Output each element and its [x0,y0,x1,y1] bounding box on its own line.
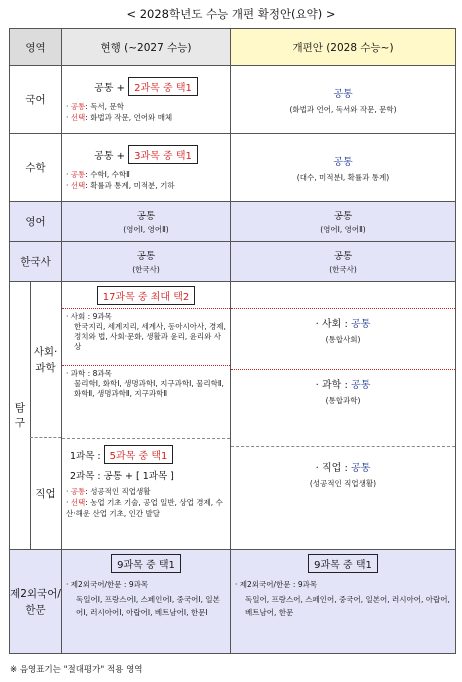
job-line2: 2과목 : 공통 + [ 1과목 ] [70,471,174,482]
header-new: 개편안 (2028 수능~) [231,29,456,66]
job-common-item: · 공통: 성공적인 직업생활 [66,487,151,496]
new-science: · 과학 : 공통 [315,380,371,391]
job-line1-prefix: 1과목 : [70,451,104,462]
korean-current [62,66,231,134]
row-label-english: 영어 [10,202,62,242]
math-new-sub: (대수, 미적분Ⅰ, 확률과 통계) [296,172,390,182]
math-elective-item: · 선택: 확률과 통계, 미적분, 기하 [66,180,175,190]
math-choice-box: 3과목 중 택1 [128,145,198,164]
social-head: · 사회 : 9과목 [66,312,112,321]
new-social-sub: (통합사회) [325,335,361,344]
page-title: < 2028학년도 수능 개편 확정안(요약) > [126,7,336,21]
english-current: 공통 (영어Ⅰ, 영어Ⅱ) [62,202,231,242]
new-job: · 직업 : 공통 [315,463,371,474]
new-job-sub: (성공적인 직업생활) [309,479,377,488]
korean-new-sub: (화법과 언어, 독서와 작문, 문학) [289,104,397,114]
inquiry-choice-box: 17과목 중 최대 택2 [97,286,196,305]
korean-prefix: 공통 + [94,82,129,94]
inquiry-new [231,282,456,550]
korean-new-main: 공통 [333,88,353,100]
foreign-new [231,550,456,654]
math-common-item: · 공통: 수학Ⅰ, 수학Ⅱ [66,169,130,179]
foreign-new-box: 9과목 중 택1 [308,554,378,573]
science-list: 물리학Ⅰ, 화학Ⅰ, 생명과학Ⅰ, 지구과학Ⅰ, 물리학Ⅱ, 화학Ⅱ, 생명과학Ⅱ, 지구과학Ⅱ [74,379,224,398]
history-current: 공통 (한국사) [62,242,231,282]
korean-common-item: · 공통: 독서, 문학 [66,101,124,111]
foreign-current-head: · 제2외국어/한문 : 9과목 [66,580,149,589]
row-label-foreign: 제2외국어/한문 [10,550,62,654]
english-new: 공통 (영어Ⅰ, 영어Ⅱ) [231,202,456,242]
math-prefix: 공통 + [94,150,129,162]
row-label-math: 수학 [10,134,62,202]
foreign-current-list: 독일어Ⅰ, 프랑스어Ⅰ, 스페인어Ⅰ, 중국어Ⅰ, 일본어Ⅰ, 러시아어Ⅰ, 아랍어Ⅰ, 베트남어Ⅰ, 한문Ⅰ [76,595,220,617]
korean-choice-box: 2과목 중 택1 [128,77,198,96]
korean-new [231,66,456,134]
new-science-sub: (통합과학) [325,396,361,405]
social-list: 한국지리, 세계지리, 세계사, 동아시아사, 경제, 정치와 법, 사회·문화, 생활과 윤리, 윤리와 사상 [74,322,226,351]
math-new [231,134,456,202]
comparison-table [9,28,456,654]
foreign-new-list: 독일어, 프랑스어, 스페인어, 중국어, 일본어, 러시아어, 아랍어, 베트남어, 한문 [245,595,450,617]
row-label-social-science: 사회·과학 [33,345,58,374]
inquiry-current [62,282,231,550]
footnote: ※ 음영표기는 "절대평가" 적용 영역 [10,665,143,675]
inquiry-cell [10,282,62,550]
row-label-korean: 국어 [10,66,62,134]
header-current: 현행 (~2027 수능) [62,29,231,66]
foreign-current [62,550,231,654]
korean-elective-item: · 선택: 화법과 작문, 언어와 매체 [66,112,173,122]
row-label-inquiry: 탐구 [14,401,26,429]
math-new-main: 공통 [333,156,353,168]
row-label-history: 한국사 [10,242,62,282]
foreign-current-box: 9과목 중 택1 [111,554,181,573]
science-head: · 과학 : 8과목 [66,369,112,378]
header-subject: 영역 [10,29,62,66]
history-new: 공통 (한국사) [231,242,456,282]
foreign-new-head: · 제2외국어/한문 : 9과목 [235,580,318,589]
job-elective-item: · 선택: 농업 기초 기술, 공업 일반, 상업 경제, 수산·해운 산업 기초, 인간 발달 [66,498,223,518]
job-choice-box: 5과목 중 택1 [104,445,174,464]
row-label-job: 직업 [35,487,56,500]
math-current [62,134,231,202]
new-social: · 사회 : 공통 [315,319,371,330]
